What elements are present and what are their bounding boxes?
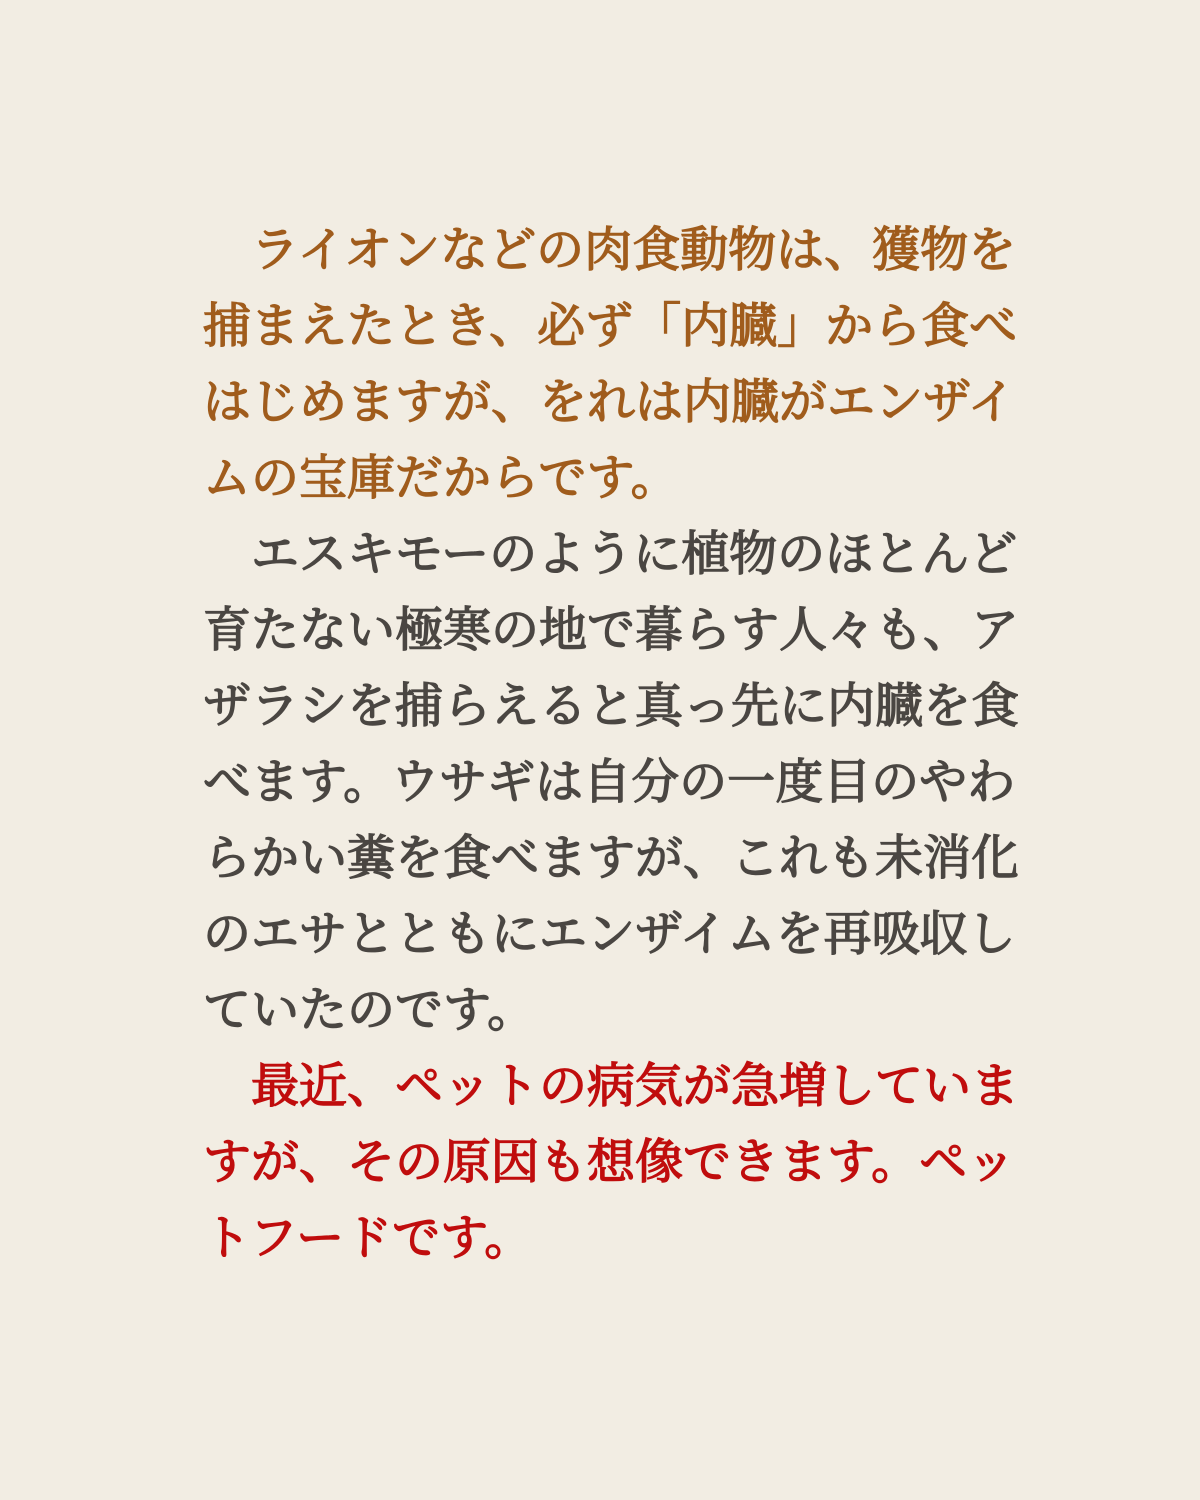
paragraph-carnivores bbox=[203, 212, 1033, 516]
body-text-block bbox=[203, 212, 1033, 1276]
text-line: ザラシを捕らえると真っ先に内臓を食 bbox=[203, 678, 1020, 734]
text-line: トフードです。 bbox=[203, 1210, 533, 1266]
text-line: べます。ウサギは自分の一度目のやわ bbox=[203, 754, 1016, 810]
text-line: 育たない極寒の地で暮らす人々も、ア bbox=[203, 602, 1020, 658]
text-line: エスキモーのように植物のほとんど bbox=[203, 526, 1018, 582]
text-line: らかい糞を食べますが、これも未消化 bbox=[203, 830, 1020, 886]
text-line: 最近、ペットの病気が急増していま bbox=[203, 1058, 1020, 1114]
text-line: すが、その原因も想像できます。ペッ bbox=[203, 1134, 1016, 1190]
text-line: ムの宝庫だからです。 bbox=[203, 450, 679, 506]
text-line: はじめますが、をれは内臓がエンザイ bbox=[203, 374, 1016, 430]
paragraph-eskimo bbox=[203, 516, 1033, 1048]
text-line: ていたのです。 bbox=[203, 982, 536, 1038]
text-line: ライオンなどの肉食動物は、獲物を bbox=[203, 222, 1017, 278]
paragraph-pet-food bbox=[203, 1048, 1033, 1276]
text-line: 捕まえたとき、必ず「内臓」から食べ bbox=[203, 298, 1018, 354]
text-line: のエサとともにエンザイムを再吸収し bbox=[203, 906, 1016, 962]
